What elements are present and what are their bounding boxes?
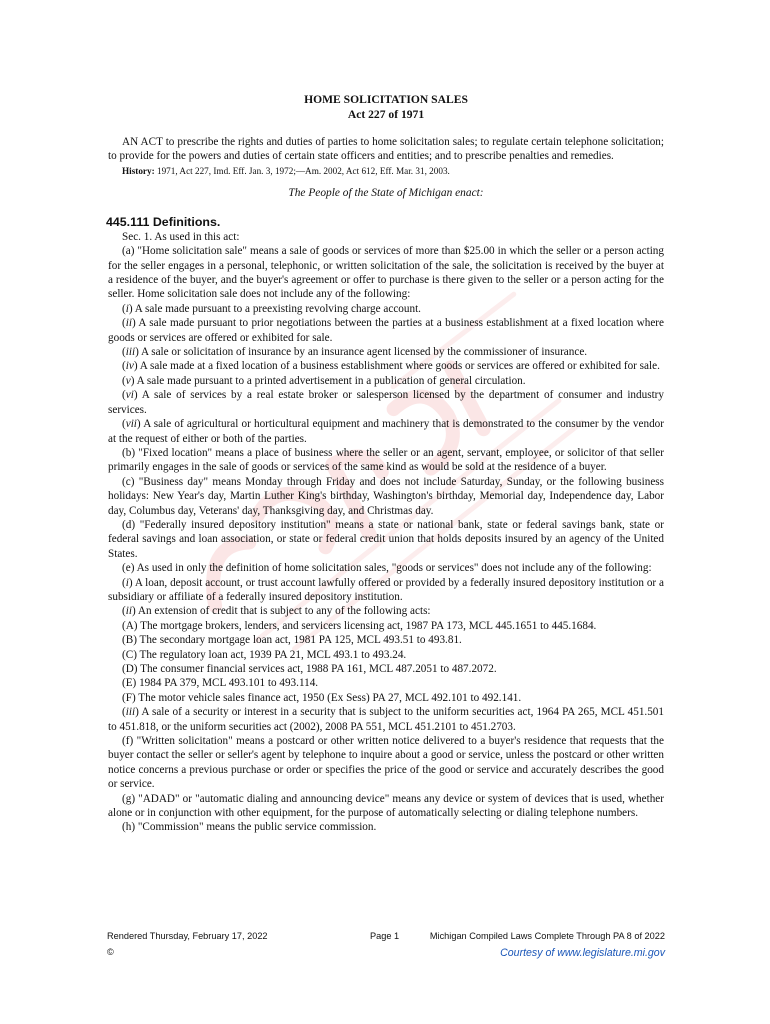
definition-h: (h) "Commission" means the public service commission.	[122, 821, 377, 834]
exclusion-a-iv: (iv) A sale made at a fixed location of a business establishment where goods or services are offered or exhibited for sale.	[122, 360, 660, 373]
exclusion-e-iii: (iii) A sale of a security or interest in a security that is subject to the uniform securities act, 1964 PA 265, MCL 451.501 to 451.818, or the uniform securities act (2002), 2008 PA 551, MCL 451.2101 to 451.2703.	[108, 706, 664, 733]
item-number: ii	[125, 605, 132, 618]
definition-f: (f) "Written solicitation" means a postcard or other written notice delivered to a buyer's residence that requests that the buyer contact the seller or seller's agent by telephone to inquire about a good or service, unless the postcard or other written notice concerns a previous purchase or order or specifies the price of the good or service and accurately describes the good or service.	[108, 735, 664, 791]
item-number: i	[125, 302, 129, 315]
item-text: A sale of agricultural or horticultural equipment and machinery that is demonstrated to the consumer by the vendor at the request of either or both of the parties.	[108, 418, 664, 445]
item-text: A sale made pursuant to prior negotiations between the parties at a business establishment at a fixed location where goods or services are offered or exhibited for sale.	[108, 317, 664, 344]
item-number: i	[125, 576, 129, 589]
rendered-date: Rendered Thursday, February 17, 2022	[107, 931, 268, 941]
item-number: vii	[125, 418, 137, 431]
document-title: HOME SOLICITATION SALES	[304, 93, 468, 106]
item-text: An extension of credit that is subject to any of the following acts:	[135, 605, 431, 618]
item-number: v	[125, 374, 131, 387]
exclusion-a-v: (v) A sale made pursuant to a printed advertisement in a publication of general circulation.	[122, 374, 526, 387]
preamble: AN ACT to prescribe the rights and duties of parties to home solicitation sales; to regulate certain telephone solicitation; to provide for the powers and duties of certain state officers and entities; and to prescribe penalties and remedies.	[108, 136, 664, 163]
definition-b: (b) "Fixed location" means a place of business where the seller or an agent, servant, employee, or solicitor of that seller primarily engages in the sale of goods or services of the same kind as would be sold at the residence of a buyer.	[108, 446, 664, 474]
definition-e: (e) As used in only the definition of home solicitation sales, "goods or services" does not include any of the following:	[122, 562, 652, 575]
exclusion-a-vi: (vi) A sale of services by a real estate broker or salesperson licensed by the department of consumer and industry services.	[108, 389, 664, 416]
item-number: iii	[125, 706, 136, 719]
item-text: A sale of services by a real estate broker or salesperson licensed by the department of consumer and industry services.	[108, 389, 664, 416]
enacting-clause: The People of the State of Michigan enact:	[288, 186, 484, 199]
history-text: 1971, Act 227, Imd. Eff. Jan. 3, 1972;—Am. 2002, Act 612, Eff. Mar. 31, 2003.	[154, 165, 450, 176]
history-label: History:	[122, 165, 155, 176]
act-f: (F) The motor vehicle sales finance act, 1950 (Ex Sess) PA 27, MCL 492.101 to 492.141.	[122, 691, 522, 704]
act-c: (C) The regulatory loan act, 1939 PA 21, MCL 493.1 to 493.24.	[122, 648, 407, 661]
item-text: A sale made pursuant to a preexisting revolving charge account.	[132, 302, 421, 315]
definition-c: (c) "Business day" means Monday through Friday and does not include Saturday, Sunday, or the following business holidays: New Year's day, Martin Luther King's birthday, Washington's birthday, Memorial day, Independence day, Labor day, Columbus day, Veterans' day, Thanksgiving day, and Christmas day.	[108, 475, 664, 517]
act-b: (B) The secondary mortgage loan act, 1981 PA 125, MCL 493.51 to 493.81.	[122, 634, 462, 647]
item-text: A sale made pursuant to a printed advertisement in a publication of general circulation.	[134, 374, 526, 387]
section-heading: 445.111 Definitions.	[106, 214, 221, 229]
document-page	[108, 92, 664, 835]
exclusion-e-i: (i) A loan, deposit account, or trust account lawfully offered or provided by a federally insured depository institution or a subsidiary or affiliate of a federally insured depository institution.	[108, 576, 664, 603]
item-text: A sale of a security or interest in a security that is subject to the uniform securities act, 1964 PA 265, MCL 451.501 to 451.818, or the uniform securities act (2002), 2008 PA 551, MCL 451.2101 to 451.2703.	[108, 706, 664, 733]
compiled-through: Michigan Compiled Laws Complete Through PA 8 of 2022	[429, 931, 665, 941]
item-number: iv	[125, 360, 134, 373]
definition-g: (g) "ADAD" or "automatic dialing and announcing device" means any device or system of devices that is used, whether alone or in conjunction with other equipment, for the purpose of automatically selecting or dialing telephone numbers.	[108, 792, 664, 820]
exclusion-a-ii: (ii) A sale made pursuant to prior negotiations between the parties at a business establishment at a fixed location where goods or services are offered or exhibited for sale.	[108, 317, 664, 344]
exclusion-e-ii: (ii) An extension of credit that is subject to any of the following acts:	[122, 605, 431, 618]
section-intro: Sec. 1. As used in this act:	[122, 230, 240, 243]
exclusion-a-vii: (vii) A sale of agricultural or horticultural equipment and machinery that is demonstrated to the consumer by the vendor at the request of either or both of the parties.	[108, 418, 664, 445]
page-number: Page 1	[370, 931, 400, 941]
item-number: ii	[125, 317, 132, 330]
exclusion-a-iii: (iii) A sale or solicitation of insurance by an insurance agent licensed by the commissioner of insurance.	[122, 346, 588, 359]
definition-a: (a) "Home solicitation sale" means a sale of goods or services of more than $25.00 in which the seller or a person acting for the seller engages in a personal, telephonic, or written solicitation of the sale, the solicitation is received by the buyer at a residence of the buyer, and the buyer's agreement or offer to purchase is there given to the seller or a person acting for the seller. Home solicitation sale does not include any of the following:	[108, 245, 664, 301]
item-text: A sale made at a fixed location of a business establishment where goods or services are offered or exhibited for sale.	[137, 360, 660, 373]
courtesy-link[interactable]: Courtesy of www.legislature.mi.gov	[500, 947, 665, 959]
definition-d: (d) "Federally insured depository institution" means a state or national bank, state or federal savings bank, state or federal savings and loan association, or state or federal credit union that holds deposits insured by an agency of the United States.	[108, 518, 664, 560]
item-text: A sale or solicitation of insurance by an insurance agent licensed by the commissioner of insurance.	[138, 346, 588, 359]
act-d: (D) The consumer financial services act, 1988 PA 161, MCL 487.2051 to 487.2072.	[122, 663, 497, 675]
history-note	[122, 165, 664, 178]
item-text: A loan, deposit account, or trust account lawfully offered or provided by a federally insured depository institution or a subsidiary or affiliate of a federally insured depository institution.	[108, 576, 664, 603]
item-number: iii	[125, 346, 136, 359]
act-a: (A) The mortgage brokers, lenders, and servicers licensing act, 1987 PA 173, MCL 445.1651 to 445.1684.	[122, 619, 597, 632]
act-number: Act 227 of 1971	[347, 108, 425, 121]
exclusion-a-i: (i) A sale made pursuant to a preexisting revolving charge account.	[122, 302, 421, 315]
item-number: vi	[125, 389, 134, 402]
act-e: (E) 1984 PA 379, MCL 493.101 to 493.114.	[122, 677, 319, 690]
copyright-symbol: ©	[107, 947, 114, 957]
